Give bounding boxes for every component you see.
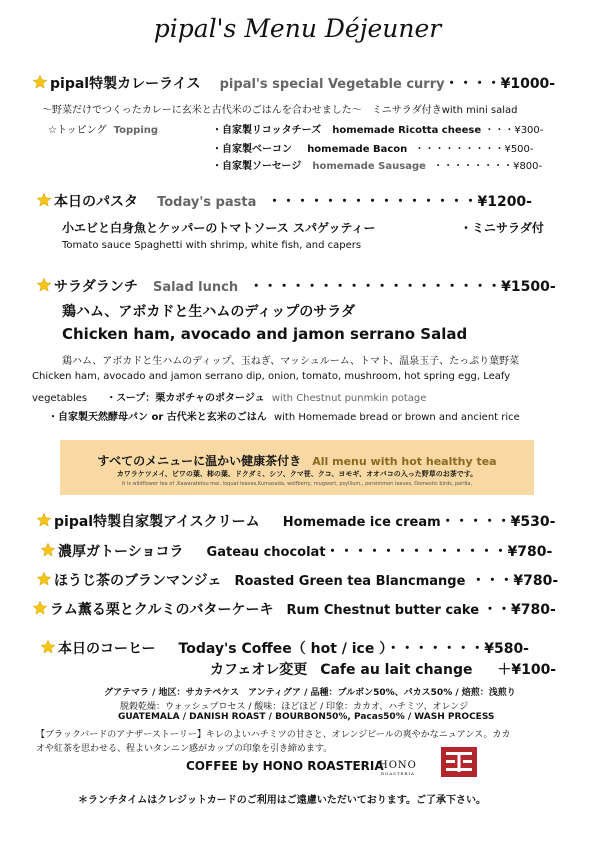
dessert-butter-cake xyxy=(32,599,556,619)
dessert-price: ・・・・・¥530- xyxy=(440,514,556,530)
dessert-price: ・・・・・・・・・・・・・¥780- xyxy=(325,544,553,560)
star-icon xyxy=(36,571,52,587)
notice-jp: すべてのメニューに温かい健康茶付き xyxy=(97,454,302,468)
topping-ricotta-jp: ・自家製リコッタチーズ xyxy=(212,125,322,136)
cafe-au-lait-en: Cafe au lait change xyxy=(320,662,473,678)
curry-description: ～野菜だけでつくったカレーに玄米と古代米のごはんを合わせました～ ミニサラダ付きwith mini salad xyxy=(42,105,518,116)
healthy-tea-notice xyxy=(60,440,534,495)
cafe-au-lait-jp: カフェオレ変更 xyxy=(210,662,308,678)
dessert-price: ・・¥780- xyxy=(483,602,556,618)
topping-sausage-en: homemade Sausage xyxy=(312,161,426,172)
soup-en: with Chestnut punmkin potage xyxy=(271,393,427,404)
coffee-info-2: 脱穀乾燥：ウォッシュプロセス / 酸味：ほどほど / 印象：カカオ、ハチミツ、オレンジ xyxy=(120,702,469,712)
star-icon xyxy=(40,639,56,655)
topping-ricotta-en: homemade Ricotta cheese xyxy=(332,125,482,136)
dessert-price: ・・・¥780- xyxy=(471,573,559,589)
dessert-en: Rum Chestnut butter cake xyxy=(286,603,480,618)
pasta-name-jp: 本日のパスタ xyxy=(54,194,138,210)
bread-jp: ・自家製天然酵母パン or 古代米と玄米のごはん xyxy=(48,412,267,423)
coffee-price: ・・・・・・・¥580- xyxy=(386,641,529,657)
dessert-en: Gateau chocolat xyxy=(206,545,326,560)
curry-name-jp: pipal特製カレーライス xyxy=(50,76,201,92)
topping-ricotta xyxy=(212,121,543,136)
salad-dish-en: Chicken ham, avocado and jamon serrano Salad xyxy=(62,325,468,343)
salad-desc-en-1: Chicken ham, avocado and jamon serrano dip, onion, tomato, mushroom, hot spring egg, Leafy xyxy=(32,371,511,382)
curry-name-en: pipal's special Vegetable curry xyxy=(219,77,445,92)
coffee-story-1: 【ブラックバードのアナザーストーリー】キレのよいハチミツの甘さと、オレンジピールの爽やかなニュアンス。カカ xyxy=(36,730,511,740)
star-icon xyxy=(40,542,56,558)
pasta-heading xyxy=(36,191,532,211)
dessert-blancmange xyxy=(36,570,558,590)
coffee-name-jp: 本日のコーヒー xyxy=(58,641,156,657)
topping-ricotta-price: ・・・¥300- xyxy=(484,125,544,136)
topping-bacon xyxy=(212,140,534,155)
topping-label-en: Topping xyxy=(113,125,159,136)
salad-heading xyxy=(36,276,556,296)
topping-label: ☆トッピング xyxy=(48,125,107,136)
dessert-jp: ラム薫る栗とクルミのバターケーキ xyxy=(50,602,274,618)
salad-desc-en-2: vegetables xyxy=(32,393,88,404)
star-icon xyxy=(32,600,48,616)
dessert-ice-cream xyxy=(36,511,555,531)
coffee-roaster: COFFEE by HONO ROASTERIA xyxy=(186,759,384,773)
hono-roasteria-logo-icon xyxy=(441,747,477,777)
credit-card-notice: ＊ランチタイムはクレジットカードのご利用はご遠慮いただいております。ご了承下さい。 xyxy=(78,795,486,806)
star-icon xyxy=(32,74,48,90)
dessert-jp: pipal特製自家製アイスクリーム xyxy=(54,514,260,530)
dessert-gateau xyxy=(40,541,552,561)
topping-bacon-jp: ・自家製ベーコン xyxy=(212,144,292,155)
coffee-heading xyxy=(40,638,529,658)
soup-jp: ・スープ：栗カボチャのポタージュ xyxy=(106,393,265,404)
bread-en: with Homemade bread or brown and ancient rice xyxy=(273,412,520,423)
topping-sausage-jp: ・自家製ソーセージ xyxy=(212,161,302,172)
pasta-salad-note: ・ミニサラダ付 xyxy=(460,221,544,235)
dessert-en: Homemade ice cream xyxy=(282,515,441,530)
topping-sausage xyxy=(212,157,542,172)
coffee-info-1: グアテマラ / 地区：サカテペケス アンティグア / 品種：ブルボン50%、パカス50% / 焙煎：浅煎り xyxy=(104,688,516,698)
coffee-story-2: オや紅茶を思わせる、程よいタンニン感がカップの印象を引き締めます。 xyxy=(36,744,333,754)
pasta-price: ・・・・・・・・・・・・・・・¥1200- xyxy=(267,194,532,210)
pasta-dish-en: Tomato sauce Spaghetti with shrimp, white fish, and capers xyxy=(62,240,362,251)
pasta-name-en: Today's pasta xyxy=(157,195,257,210)
dessert-en: Roasted Green tea Blancmange xyxy=(234,574,466,589)
star-icon xyxy=(36,277,52,293)
topping-bacon-price: ・・・・・・・・・¥500- xyxy=(414,144,534,155)
notice-en: All menu with hot healthy tea xyxy=(312,455,497,468)
salad-desc-row-2 xyxy=(32,389,426,404)
bread-row xyxy=(48,408,520,423)
notice-line-1 xyxy=(60,450,534,469)
salad-name-jp: サラダランチ xyxy=(54,279,138,295)
logo-text-hono: HONO xyxy=(379,760,417,771)
star-icon xyxy=(36,192,52,208)
curry-price: ・・・・¥1000- xyxy=(444,76,556,92)
salad-desc-jp: 鶏ハム、アボカドと生ハムのディップ、玉ねぎ、マッシュルーム、トマト、温泉玉子、たっぷり葉野菜 xyxy=(62,356,520,367)
hono-roasteria-logo-text xyxy=(379,760,417,776)
salad-name-en: Salad lunch xyxy=(152,280,239,295)
notice-line-2: カワラケツメイ、ビワの葉、柿の葉、ドクダミ、シソ、クマ笹、クコ、ヨモギ、オオバコの入った野草のお茶です。 xyxy=(116,470,478,478)
coffee-name-en: Today's Coffee（ hot / ice ） xyxy=(178,641,387,657)
page-title: pipal's Menu Déjeuner xyxy=(153,14,442,43)
salad-dish-jp: 鶏ハム、アボカドと生ハムのディップのサラダ xyxy=(62,304,356,320)
dessert-jp: ほうじ茶のブランマンジェ xyxy=(54,573,222,589)
cafe-au-lait-price: ＋¥100- xyxy=(497,662,557,678)
pasta-dish-jp: 小エビと白身魚とケッパーのトマトソース スパゲッティー xyxy=(62,221,376,235)
topping-label-row xyxy=(48,121,158,136)
coffee-info-3: GUATEMALA / DANISH ROAST / BOURBON50%, Pacas50% / WASH PROCESS xyxy=(118,712,495,722)
notice-line-3: It is wildflower tea of ,Kawaratetsu mei, loquat leaves,Kumasada, wolfberry, mugwort, psyllium,, persimmon leaves, Domestic birds, perilla, xyxy=(121,481,473,487)
dessert-jp: 濃厚ガトーショコラ xyxy=(58,544,184,560)
topping-sausage-price: ・・・・・・・・¥800- xyxy=(433,161,543,172)
logo-text-roasteria: ROASTERIA xyxy=(380,771,415,776)
salad-price: ・・・・・・・・・・・・・・・・・・¥1500- xyxy=(249,279,556,295)
curry-heading xyxy=(32,73,555,93)
star-icon xyxy=(36,512,52,528)
cafe-au-lait-row xyxy=(210,659,556,679)
topping-bacon-en: homemade Bacon xyxy=(307,144,408,155)
